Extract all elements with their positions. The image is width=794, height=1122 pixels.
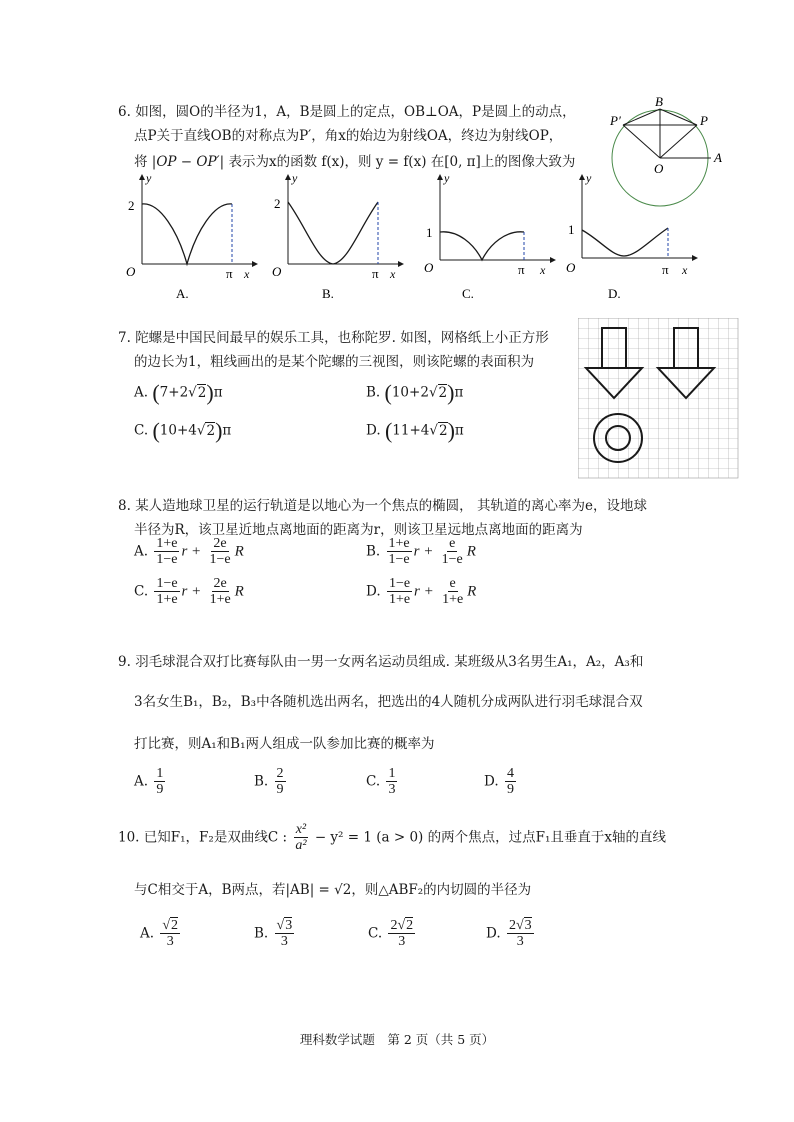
y-tick-label: 2	[128, 198, 135, 213]
q6-line3: 将 |OP − OP′| 表示为x的函数 f(x)，则 y = f(x) 在[0, π]上的图像大致为	[134, 154, 576, 170]
graph-option-c	[418, 172, 558, 302]
option-label: A.	[176, 286, 189, 301]
page-footer: 理科数学试题 第 2 页（共 5 页）	[299, 1032, 495, 1047]
y-axis-label: y	[586, 172, 592, 185]
label-P-prime: P′	[610, 113, 621, 128]
graph-option-a	[120, 172, 260, 302]
q10-line2: 与C相交于A，B两点，若|AB| = √2，则△ABF₂的内切圆的半径为	[134, 882, 532, 898]
x-axis-label: x	[540, 263, 546, 277]
q8-line1: 8. 某人造地球卫星的运行轨道是以地心为一个焦点的椭圆， 其轨道的离心率为e，设地球	[118, 498, 647, 514]
q9-line3: 打比赛，则A₁和B₁两人组成一队参加比赛的概率为	[134, 736, 435, 752]
y-axis-label: y	[146, 172, 152, 185]
option-label: D.	[608, 286, 621, 301]
x-tick-label: π	[226, 266, 233, 281]
option-label: B.	[322, 286, 334, 301]
q9-option-a[interactable]: A. $\frac{1}{9}$	[134, 766, 164, 798]
graph-option-b	[266, 172, 406, 302]
x-axis-label: x	[390, 267, 396, 281]
q8-option-c[interactable]: C. $\frac{1-e}{1+e}$ r + $\frac{2e}{1+e}$ R	[134, 576, 244, 608]
q9-option-b[interactable]: B. $\frac{2}{9}$	[254, 766, 284, 798]
vector-expression: |OP − OP′|	[151, 154, 225, 170]
x-axis-label: x	[244, 267, 250, 281]
x-tick-label: π	[518, 262, 525, 277]
q7-option-c[interactable]: C. (10+4√2)π	[134, 418, 232, 443]
q7-option-b[interactable]: B. (10+2√2)π	[366, 380, 464, 405]
q7-three-view-figure	[578, 318, 740, 480]
q10-option-c[interactable]: C. $\frac{2√2}{3}$	[368, 918, 414, 950]
origin-label: O	[126, 264, 136, 279]
graph-option-d	[560, 172, 700, 302]
y-axis-label: y	[444, 172, 450, 185]
origin-label: O	[272, 264, 282, 279]
y-axis-label: y	[292, 172, 298, 185]
y-tick-label: 2	[274, 196, 281, 211]
q10-line1: 10. 已知F₁，F₂是双曲线C : $\frac{\text{x²}}{\text{a²}}$ − y² = 1 (a > 0) 的两个焦点，过点F₁且垂直于x轴的直线	[118, 822, 666, 854]
q7-option-a[interactable]: A. (7+2√2)π	[134, 380, 223, 405]
label-O: O	[654, 161, 664, 176]
q10-option-b[interactable]: B. $\frac{√3}{3}$	[254, 918, 293, 950]
q9-option-d[interactable]: D. $\frac{4}{9}$	[484, 766, 514, 798]
q9-line1: 9. 羽毛球混合双打比赛每队由一男一女两名运动员组成. 某班级从3名男生A₁，A₂，A₃和	[118, 654, 644, 670]
q8-option-d[interactable]: D. $\frac{1-e}{1+e}$ r + $\frac{e}{1+e}$ R	[366, 576, 477, 608]
q10-option-a[interactable]: A. $\frac{√2}{3}$	[140, 918, 179, 950]
q8-option-a[interactable]: A. $\frac{1+e}{1-e}$ r + $\frac{2e}{1-e}$ R	[134, 536, 244, 568]
origin-label: O	[566, 260, 576, 275]
x-tick-label: π	[662, 262, 669, 277]
q8-option-b[interactable]: B. $\frac{1+e}{1-e}$ r + $\frac{e}{1-e}$ R	[366, 536, 476, 568]
x-axis-label: x	[682, 263, 688, 277]
option-label: C.	[462, 286, 474, 301]
q7-line2: 的边长为1，粗线画出的是某个陀螺的三视图，则该陀螺的表面积为	[134, 354, 535, 370]
y-tick-label: 1	[568, 222, 575, 237]
q9-option-c[interactable]: C. $\frac{1}{3}$	[366, 766, 396, 798]
q8-line2: 半径为R，该卫星近地点离地面的距离为r，则该卫星远地点离地面的距离为	[134, 522, 583, 538]
label-A: A	[714, 150, 722, 165]
label-B: B	[655, 95, 663, 109]
q9-line2: 3名女生B₁，B₂，B₃中各随机选出两名，把选出的4人随机分成两队进行羽毛球混合双	[134, 694, 643, 710]
q6-line2: 点P关于直线OB的对称点为P′，角x的始边为射线OA，终边为射线OP，	[134, 128, 563, 144]
y-tick-label: 1	[426, 225, 433, 240]
x-tick-label: π	[372, 266, 379, 281]
origin-label: O	[424, 260, 434, 275]
q7-option-d[interactable]: D. (11+4√2)π	[366, 418, 464, 443]
q7-line1: 7. 陀螺是中国民间最早的娱乐工具，也称陀罗. 如图，网格纸上小正方形	[118, 330, 549, 346]
label-P: P	[700, 113, 708, 128]
q10-option-d[interactable]: D. $\frac{2√3}{3}$	[486, 918, 532, 950]
q6-line1: 6. 如图，圆O的半径为1，A，B是圆上的定点，OB⊥OA，P是圆上的动点，	[118, 104, 576, 120]
